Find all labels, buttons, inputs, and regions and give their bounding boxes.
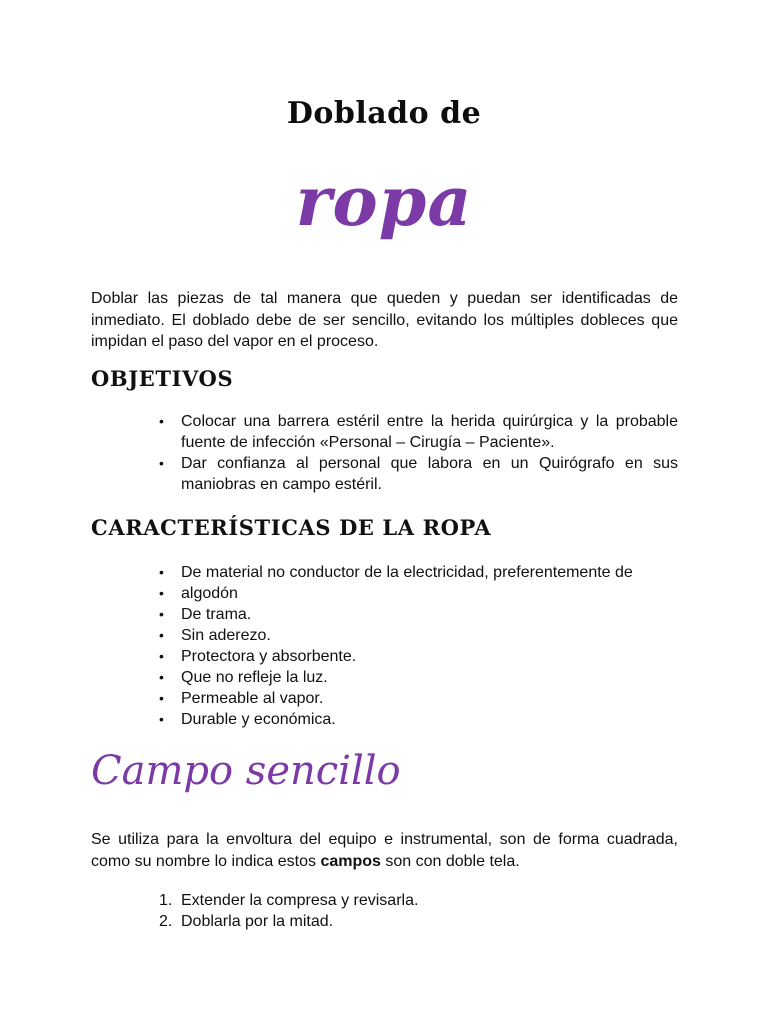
list-item-text: Que no refleje la luz. — [181, 669, 328, 686]
bullet-icon: • — [159, 690, 164, 706]
list-item — [159, 646, 678, 667]
caracteristicas-heading: CARACTERÍSTICAS DE LA ROPA — [91, 515, 492, 540]
list-item-text: algodón — [181, 585, 238, 602]
list-item — [159, 453, 678, 495]
list-item — [159, 709, 678, 730]
list-item-text: Protectora y absorbente. — [181, 648, 357, 665]
step-item — [159, 911, 678, 932]
list-item-text: Sin aderezo. — [181, 627, 271, 644]
list-item — [159, 411, 678, 453]
bullet-icon: • — [159, 455, 164, 471]
list-item-text: Colocar una barrera estéril entre la herida quirúrgica y la probable fuente de infección «Personal – Cirugía – Paciente». — [181, 413, 678, 451]
objetivos-heading: OBJETIVOS — [91, 366, 234, 391]
caracteristicas-list — [159, 562, 678, 730]
list-item-text: Dar confianza al personal que labora en un Quirógrafo en sus maniobras en campo estéril. — [181, 455, 678, 493]
list-item-text: De trama. — [181, 606, 252, 623]
list-item-text: Permeable al vapor. — [181, 690, 324, 707]
intro-paragraph: Doblar las piezas de tal manera que queden y puedan ser identificadas de inmediato. El doblado debe de ser sencillo, evitando los múltiples dobleces que impidan el paso del vapor en el proceso. — [91, 290, 678, 350]
list-item — [159, 625, 678, 646]
campo-sencillo-heading: Campo sencillo — [91, 748, 401, 794]
bullet-icon: • — [159, 627, 164, 643]
objetivos-list — [159, 411, 678, 495]
campo-sencillo-paragraph — [91, 829, 678, 872]
list-item — [159, 604, 678, 625]
paragraph-text: Se utiliza para la envoltura del equipo e instrumental, son de forma cuadrada, como su nombre lo indica estos — [91, 831, 678, 870]
step-number: 2. — [159, 913, 173, 930]
list-item-text: Durable y económica. — [181, 711, 336, 728]
bullet-icon: • — [159, 648, 164, 664]
bullet-icon: • — [159, 564, 164, 580]
page-title: Doblado de — [286, 96, 482, 131]
step-text: Extender la compresa y revisarla. — [181, 892, 419, 909]
bullet-icon: • — [159, 669, 164, 685]
bullet-icon: • — [159, 606, 164, 622]
steps-list — [159, 890, 678, 932]
bullet-icon: • — [159, 711, 164, 727]
paragraph-text: son con doble tela. — [380, 852, 520, 870]
list-item — [159, 562, 678, 583]
list-item-text: De material no conductor de la electricidad, preferentemente de — [181, 564, 633, 581]
script-title: ropa — [295, 162, 473, 242]
bold-term: campos — [320, 852, 381, 870]
list-item — [159, 688, 678, 709]
list-item — [159, 667, 678, 688]
step-item — [159, 890, 678, 911]
step-number: 1. — [159, 892, 173, 909]
bullet-icon: • — [159, 585, 164, 601]
step-text: Doblarla por la mitad. — [181, 913, 334, 930]
bullet-icon: • — [159, 413, 164, 429]
list-item — [159, 583, 678, 604]
